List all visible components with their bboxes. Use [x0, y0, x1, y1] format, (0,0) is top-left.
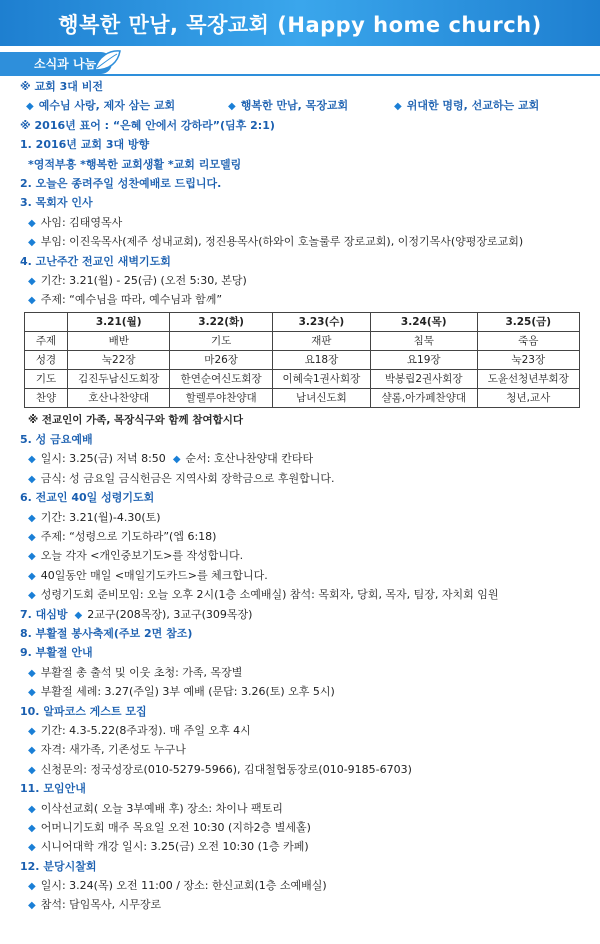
- table-row: [25, 350, 580, 369]
- vision-title: ※ 교회 3대 비전: [20, 80, 103, 93]
- diamond-bullet-icon: ◆: [228, 101, 236, 113]
- diamond-bullet-icon: ◆: [28, 295, 36, 307]
- table-cell: 3.25(금): [477, 312, 579, 331]
- table-cell: 한연순여신도회장: [170, 369, 272, 388]
- section-tab-label: 소식과 나눔: [34, 57, 97, 71]
- table-cell: 남녀신도회: [272, 388, 370, 407]
- diamond-bullet-icon: ◆: [28, 217, 36, 229]
- diamond-bullet-icon: ◆: [28, 512, 36, 524]
- diamond-bullet-icon: ◆: [28, 667, 36, 679]
- diamond-bullet-icon: ◆: [28, 570, 36, 582]
- diamond-bullet-icon: ◆: [28, 842, 36, 854]
- list-item: ◆ 기간: 3.21(월) - 25(금) (오전 5:30, 본당): [28, 273, 247, 287]
- prayer-week-table: [24, 312, 580, 408]
- list-item: ◆ 어머니기도회 매주 목요일 오전 10:30 (지하2층 별세홀): [28, 820, 311, 834]
- page-title: 행복한 만남, 목장교회 (Happy home church): [58, 13, 542, 37]
- list-item: ◆ 신청문의: 정국성장로(010-5279-5966), 김대철협동장로(010-9185-6703): [28, 762, 412, 776]
- table-cell: 할렐루야찬양대: [170, 388, 272, 407]
- table-cell: 기도: [170, 331, 272, 350]
- list-item: ◆ 사임: 김태영목사: [28, 215, 123, 229]
- table-cell: 재판: [272, 331, 370, 350]
- list-item: ◆ 성령기도회 준비모임: 오늘 오후 2시(1층 소예배실) 참석: 목회자, 당회, 목자, 팀장, 자치회 임원: [28, 588, 499, 602]
- list-item: ◆ 시니어대학 개강 일시: 3.25(금) 오전 10:30 (1층 카페): [28, 840, 309, 854]
- table-cell: 죽음: [477, 331, 579, 350]
- vision-item: ◆ 행복한 만남, 목장교회: [228, 99, 349, 113]
- list-item: ◆ 금식: 성 금요일 금식헌금은 지역사회 장학금으로 후원합니다.: [28, 471, 335, 485]
- table-cell: 도윤선청년부회장: [477, 369, 579, 388]
- table-cell: 눅23장: [477, 350, 579, 369]
- list-item: ◆ 자격: 새가족, 기존성도 누구나: [28, 743, 186, 757]
- diamond-bullet-icon: ◆: [28, 803, 36, 815]
- table-cell: 침묵: [370, 331, 477, 350]
- diamond-bullet-icon: ◆: [28, 687, 36, 699]
- table-cell: 요18장: [272, 350, 370, 369]
- diamond-bullet-icon: ◆: [26, 101, 34, 113]
- table-row: [25, 388, 580, 407]
- diamond-bullet-icon: ◆: [28, 532, 36, 544]
- table-row: [25, 312, 580, 331]
- section-heading: 10. 알파코스 게스트 모집: [20, 704, 147, 718]
- section-heading: 12. 분당시찰회: [20, 859, 97, 873]
- list-item: ◆ 이삭선교회( 오늘 3부예배 후) 장소: 차이나 팩토리: [28, 801, 283, 815]
- vision-item: ◆ 예수님 사랑, 제자 삼는 교회: [26, 99, 176, 113]
- announcements: [20, 77, 590, 915]
- list-item: ◆ 일시: 3.25(금) 저녁 8:50 ◆ 순서: 호산나찬양대 칸타타: [28, 452, 314, 466]
- table-cell: 주제: [25, 331, 68, 350]
- diamond-bullet-icon: ◆: [28, 745, 36, 757]
- table-cell: 3.22(화): [170, 312, 272, 331]
- header-banner: [0, 0, 600, 46]
- diamond-bullet-icon: ◆: [28, 454, 36, 466]
- diamond-bullet-icon: ◆: [28, 725, 36, 737]
- diamond-bullet-icon: ◆: [28, 764, 36, 776]
- list-item: ◆ 일시: 3.24(목) 오전 11:00 / 장소: 한신교회(1층 소예배실): [28, 879, 327, 893]
- section-divider: [0, 74, 600, 76]
- section-heading: 5. 성 금요예배: [20, 433, 93, 447]
- table-cell: 요19장: [370, 350, 477, 369]
- section-heading: 11. 모임안내: [20, 782, 86, 796]
- list-item: ◆ 기간: 3.21(월)-4.30(토): [28, 510, 161, 524]
- leaf-icon: [92, 48, 122, 74]
- diamond-bullet-icon: ◆: [28, 551, 36, 563]
- section-heading: 6. 전교인 40일 성령기도회: [20, 491, 155, 505]
- table-cell: 성경: [25, 350, 68, 369]
- table-cell: 배반: [68, 331, 170, 350]
- table-cell: 마26장: [170, 350, 272, 369]
- diamond-bullet-icon: ◆: [172, 454, 181, 466]
- list-item: ◆ 부임: 이진욱목사(제주 성내교회), 정진용목사(하와이 호놀룰루 장로교회), 이정기목사(양평장로교회): [28, 235, 524, 249]
- diamond-bullet-icon: ◆: [28, 900, 36, 912]
- table-cell: 찬양: [25, 388, 68, 407]
- diamond-bullet-icon: ◆: [28, 590, 36, 602]
- list-item: ◆ 부활절 총 출석 및 이웃 초청: 가족, 목장별: [28, 665, 243, 679]
- list-item: ◆ 주제: “성령으로 기도하라”(엡 6:18): [28, 530, 217, 544]
- table-cell: 3.23(수): [272, 312, 370, 331]
- list-item: ◆ 40일동안 매일 <매일기도카드>를 체크합니다.: [28, 568, 268, 582]
- diamond-bullet-icon: ◆: [28, 881, 36, 893]
- section-heading: 7. 대심방 ◆ 2교구(208목장), 3교구(309목장): [20, 607, 253, 621]
- list-item: ◆ 오늘 각자 <개인중보기도>를 작성합니다.: [28, 549, 244, 563]
- table-cell: 샬롬,아가페찬양대: [370, 388, 477, 407]
- table-cell: 3.21(월): [68, 312, 170, 331]
- table-cell: 3.24(목): [370, 312, 477, 331]
- table-cell: 기도: [25, 369, 68, 388]
- table-row: [25, 369, 580, 388]
- section-heading: 8. 부활절 봉사축제(주보 2면 참조): [20, 626, 193, 640]
- diamond-bullet-icon: ◆: [28, 822, 36, 834]
- section-heading: 9. 부활절 안내: [20, 646, 93, 660]
- section-heading: 4. 고난주간 전교인 새벽기도회: [20, 254, 171, 268]
- section-heading: 2. 오늘은 종려주일 성찬예배로 드립니다.: [20, 176, 222, 190]
- motto: ※ 2016년 표어 : “은혜 안에서 강하라”(딤후 2:1): [20, 118, 275, 132]
- direction-text: *영적부흥 *행복한 교회생활 *교회 리모델링: [28, 157, 242, 171]
- vision-list: [20, 96, 590, 115]
- diamond-bullet-icon: ◆: [28, 237, 36, 249]
- table-cell: 호산나찬양대: [68, 388, 170, 407]
- diamond-bullet-icon: ◆: [74, 609, 83, 621]
- table-cell: 이혜숙1권사회장: [272, 369, 370, 388]
- list-item: ◆ 부활절 세례: 3.27(주일) 3부 예배 (문답: 3.26(토) 오후 5시): [28, 685, 335, 699]
- vision-item: ◆ 위대한 명령, 선교하는 교회: [394, 99, 540, 113]
- table-row: [25, 331, 580, 350]
- section-heading: 3. 목회자 인사: [20, 196, 93, 210]
- table-cell: 김진두남신도회장: [68, 369, 170, 388]
- diamond-bullet-icon: ◆: [28, 473, 36, 485]
- section-heading: 1. 2016년 교회 3대 방향: [20, 138, 150, 152]
- participation-note: ※ 전교인이 가족, 목장식구와 함께 참여합시다: [28, 413, 244, 426]
- diamond-bullet-icon: ◆: [28, 275, 36, 287]
- table-cell: 청년,교사: [477, 388, 579, 407]
- list-item: ◆ 주제: “예수님을 따라, 예수님과 함께”: [28, 293, 223, 307]
- list-item: ◆ 기간: 4.3-5.22(8주과정). 매 주일 오후 4시: [28, 723, 251, 737]
- table-cell: [25, 312, 68, 331]
- table-cell: 눅22장: [68, 350, 170, 369]
- table-cell: 박봉립2권사회장: [370, 369, 477, 388]
- list-item: ◆ 참석: 담임목사, 시무장로: [28, 898, 162, 912]
- diamond-bullet-icon: ◆: [394, 101, 402, 113]
